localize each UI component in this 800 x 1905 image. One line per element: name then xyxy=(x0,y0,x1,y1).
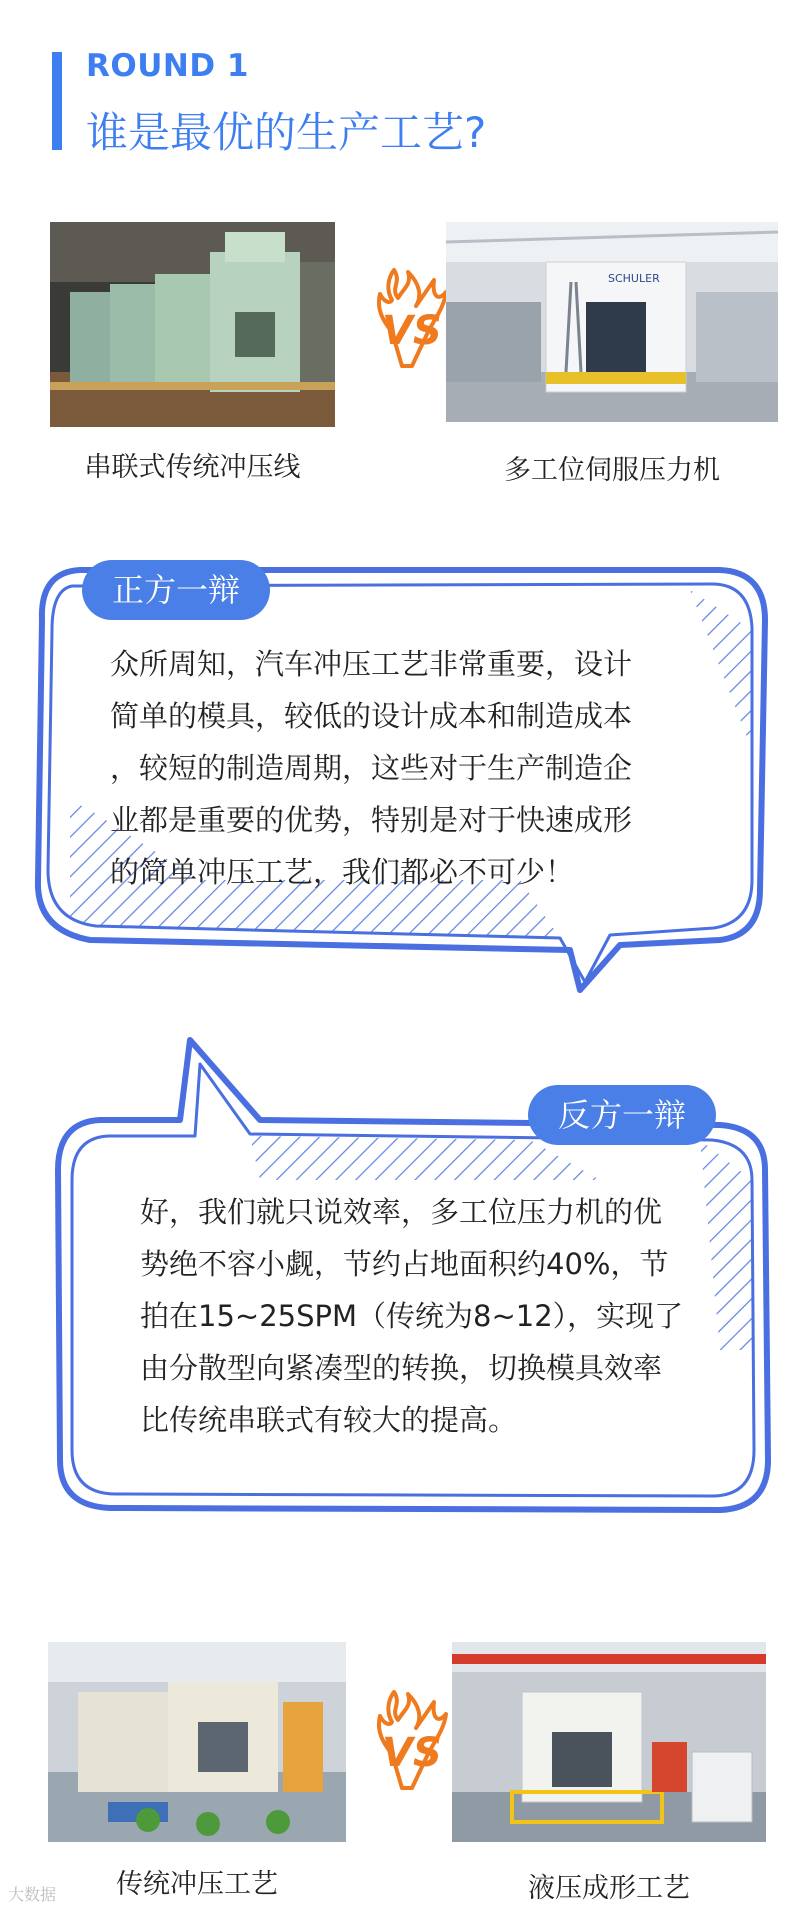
con-line: 好，我们就只说效率，多工位压力机的优 xyxy=(140,1195,663,1229)
con-argument-text xyxy=(140,1186,750,1446)
transfer-servo-press-photo xyxy=(446,222,778,422)
con-line: 拍在15~25SPM（传统为8~12），实现了 xyxy=(140,1299,684,1333)
traditional-stamping-photo xyxy=(48,1642,346,1842)
caption-hydroforming: 液压成形工艺 xyxy=(528,1873,690,1904)
vs-icon xyxy=(372,262,450,372)
vs-icon-2 xyxy=(372,1684,450,1794)
pro-argument-text xyxy=(110,638,720,898)
round-label: ROUND 1 xyxy=(86,48,249,84)
pro-line: 的简单冲压工艺，我们都必不可少！ xyxy=(110,855,575,889)
watermark: 大数据 xyxy=(8,1885,57,1904)
con-tag: 反方一辩 xyxy=(528,1085,716,1145)
round-title: 谁是最优的生产工艺? xyxy=(86,108,487,157)
con-line: 势绝不容小觑，节约占地面积约40%，节 xyxy=(140,1247,669,1281)
caption-transfer-press: 多工位伺服压力机 xyxy=(504,455,720,486)
caption-tandem-line: 串联式传统冲压线 xyxy=(84,452,301,483)
title-accent-bar xyxy=(52,52,62,150)
svg-text:VS: VS xyxy=(382,308,442,354)
pro-line: ，较短的制造周期，这些对于生产制造企 xyxy=(110,751,633,785)
pro-line: 众所周知，汽车冲压工艺非常重要，设计 xyxy=(110,647,633,681)
con-line: 由分散型向紧凑型的转换，切换模具效率 xyxy=(140,1351,663,1385)
pro-line: 业都是重要的优势，特别是对于快速成形 xyxy=(110,803,633,837)
con-line: 比传统串联式有较大的提高。 xyxy=(140,1403,518,1437)
caption-traditional-stamping: 传统冲压工艺 xyxy=(116,1869,278,1900)
pro-line: 简单的模具，较低的设计成本和制造成本 xyxy=(110,699,633,733)
pro-tag: 正方一辩 xyxy=(82,560,270,620)
svg-text:VS: VS xyxy=(382,1730,442,1776)
hydroforming-press-photo xyxy=(452,1642,766,1842)
schuler-brand: SCHULER xyxy=(608,272,660,285)
tandem-press-line-photo xyxy=(50,222,335,427)
